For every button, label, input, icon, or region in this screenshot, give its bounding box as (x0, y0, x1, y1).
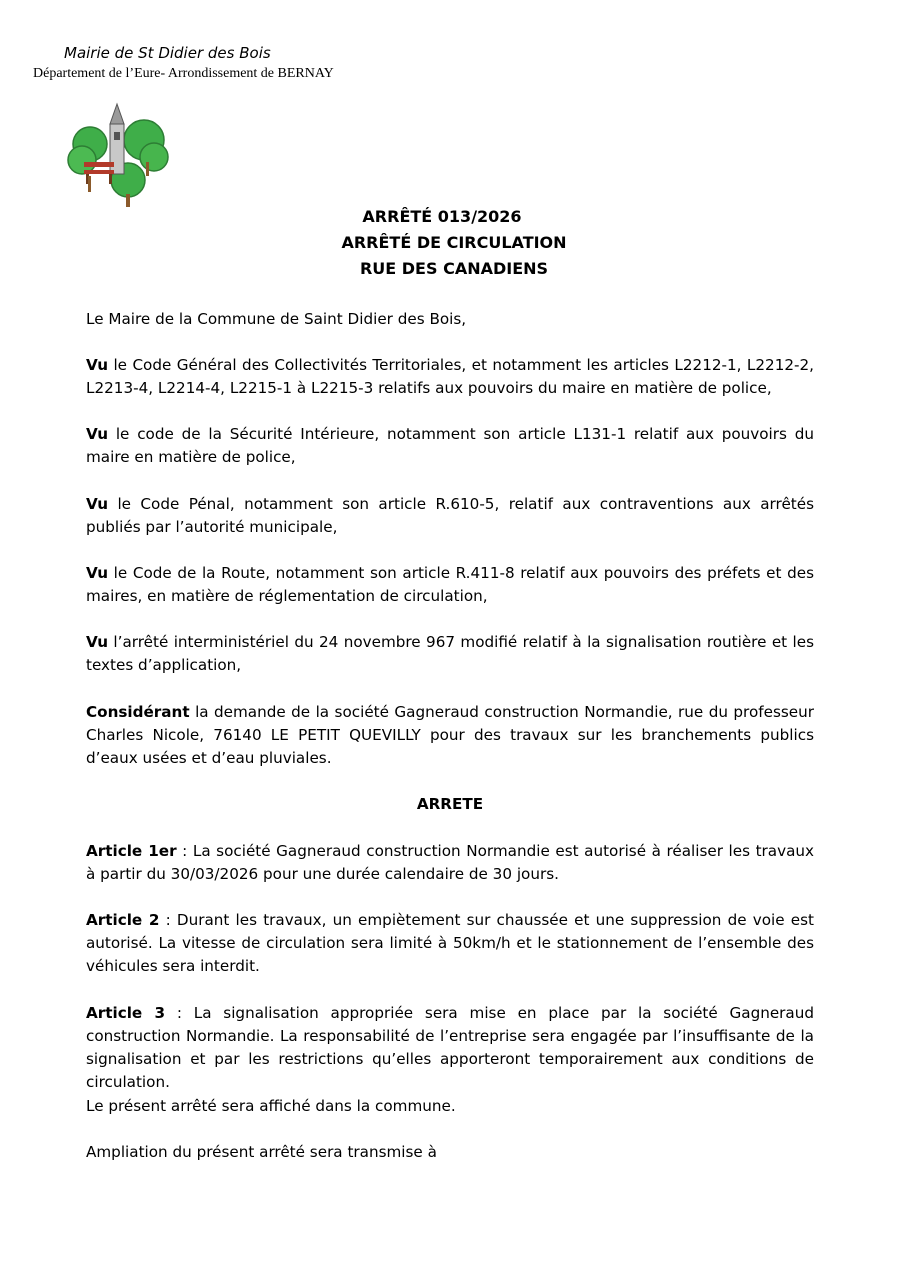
considerant-paragraph (86, 701, 814, 770)
vu-keyword: Vu (86, 425, 109, 443)
article-text: : La société Gagneraud construction Normandie est autorisé à réaliser les travaux à partir du 30/03/2026 pour une durée calendaire de 30 jours. (86, 842, 814, 883)
article-label: Article 1er (86, 842, 177, 860)
vu-paragraph (86, 631, 814, 677)
vu-paragraph (86, 562, 814, 608)
vu-text: le Code de la Route, notamment son article R.411-8 relatif aux pouvoirs des préfets et des maires, en matière de réglementation de circulation, (86, 564, 814, 605)
vu-text: le Code Pénal, notamment son article R.610-5, relatif aux contraventions aux arrêtés publiés par l’autorité municipale, (86, 495, 814, 536)
vu-keyword: Vu (86, 495, 109, 513)
article-paragraph (86, 1002, 814, 1094)
vu-paragraph (86, 354, 814, 400)
vu-paragraph (86, 493, 814, 539)
village-logo-icon (62, 102, 172, 208)
article-text: : La signalisation appropriée sera mise en place par la société Gagneraud construction Normandie. La responsabilité de l’entreprise sera engagée par l’insuffisante de la signalisation et par les restrictions qu’elles apporteront temporairement aux conditions de circulation. (86, 1004, 815, 1091)
street-title: RUE DES CANADIENS (359, 259, 549, 278)
vu-text: le code de la Sécurité Intérieure, notamment son article L131-1 relatif aux pouvoirs du maire en matière de police, (86, 425, 814, 466)
arrete-number-title: ARRÊTÉ 013/2026 (362, 207, 522, 226)
vu-paragraph (86, 423, 814, 469)
article-paragraph (86, 909, 814, 978)
article-text: : Durant les travaux, un empiètement sur chaussée et une suppression de voie est autorisé. La vitesse de circulation sera limité à 50km/h et le stationnement de l’ensemble des véhicules sera interdit. (86, 911, 814, 975)
ampliation-paragraph: Ampliation du présent arrêté sera transmise à (86, 1143, 437, 1161)
considerant-keyword: Considérant (86, 703, 190, 721)
arrete-heading: ARRETE (416, 795, 484, 813)
departement-line: Département de l’Eure- Arrondissement de BERNAY (33, 66, 334, 81)
arrete-type-title: ARRÊTÉ DE CIRCULATION (341, 233, 567, 252)
vu-text: le Code Général des Collectivités Territoriales, et notamment les articles L2212-1, L2212-2, L2213-4, L2214-4, L2215-1 à L2215-3 relatifs aux pouvoirs du maire en matière de police, (86, 356, 814, 397)
affichage-paragraph: Le présent arrêté sera affiché dans la commune. (86, 1097, 456, 1115)
vu-keyword: Vu (86, 633, 109, 651)
article-label: Article 2 (86, 911, 160, 929)
article-label: Article 3 (86, 1004, 166, 1022)
intro-paragraph: Le Maire de la Commune de Saint Didier des Bois, (86, 310, 467, 328)
mairie-name: Mairie de St Didier des Bois (64, 44, 271, 62)
vu-text: l’arrêté interministériel du 24 novembre 967 modifié relatif à la signalisation routière et les textes d’application, (86, 633, 814, 674)
considerant-text: la demande de la société Gagneraud construction Normandie, rue du professeur Charles Nicole, 76140 LE PETIT QUEVILLY pour des travaux sur les branchements publics d’eaux usées et d’eau pluviales. (86, 703, 814, 767)
vu-keyword: Vu (86, 356, 109, 374)
article-paragraph (86, 840, 814, 886)
vu-keyword: Vu (86, 564, 109, 582)
